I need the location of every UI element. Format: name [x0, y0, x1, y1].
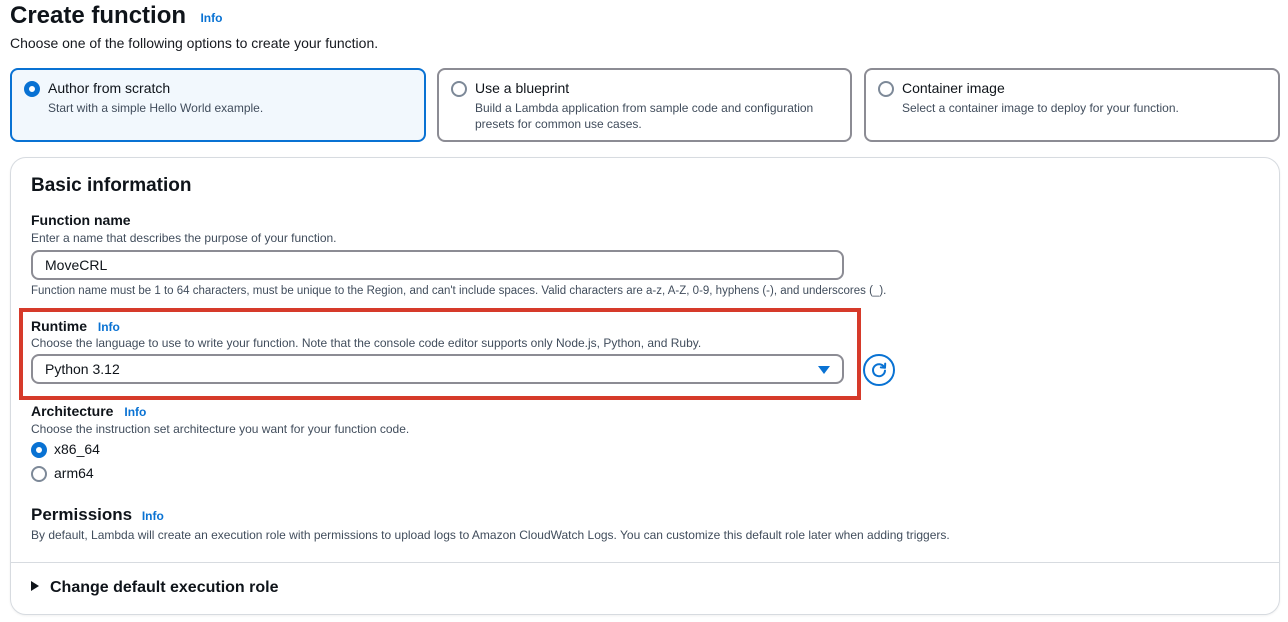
option-description: Select a container image to deploy for your function. — [902, 101, 1179, 115]
architecture-description: Choose the instruction set architecture you want for your function code. — [31, 422, 410, 436]
function-name-label: Function name — [31, 212, 131, 228]
option-author-from-scratch[interactable] — [10, 68, 426, 142]
runtime-label — [31, 318, 120, 334]
page-title: Create function — [10, 2, 187, 29]
option-description: Build a Lambda application from sample code and configuration presets for common use cases. — [475, 101, 814, 131]
page-header — [10, 2, 222, 30]
function-name-description: Enter a name that describes the purpose of your function. — [31, 231, 337, 245]
arm64-radio[interactable] — [31, 466, 47, 482]
runtime-selected-value: Python 3.12 — [45, 361, 120, 377]
basic-information-heading: Basic information — [31, 175, 192, 196]
architecture-info-link[interactable]: Info — [124, 405, 147, 419]
divider — [11, 562, 1279, 563]
change-default-execution-role-expander[interactable] — [31, 579, 278, 597]
option-title: Use a blueprint — [475, 80, 570, 96]
permissions-description: By default, Lambda will create an execution role with permissions to upload logs to Amazon CloudWatch Logs. You can customize this default role later when adding triggers. — [31, 528, 950, 542]
runtime-select[interactable] — [31, 354, 844, 384]
function-name-input[interactable]: MoveCRL — [31, 250, 844, 280]
caret-right-icon — [31, 581, 39, 591]
option-use-a-blueprint[interactable] — [437, 68, 852, 142]
option-description: Start with a simple Hello World example. — [48, 101, 264, 115]
runtime-info-link[interactable]: Info — [97, 320, 120, 334]
x86-64-radio[interactable] — [31, 442, 47, 458]
runtime-label-text: Runtime — [31, 318, 87, 334]
runtime-description: Choose the language to use to write your function. Note that the console code editor supports only Node.js, Python, and Ruby. — [31, 336, 702, 350]
option-title: Author from scratch — [48, 80, 171, 96]
option-title: Container image — [902, 80, 1005, 96]
permissions-label-text: Permissions — [31, 505, 133, 524]
title-info-link[interactable]: Info — [200, 11, 223, 25]
use-a-blueprint-radio[interactable] — [451, 81, 467, 97]
architecture-option-label: x86_64 — [54, 441, 100, 457]
function-name-constraint: Function name must be 1 to 64 characters, must be unique to the Region, and can't include spaces. Valid characters are a-z, A-Z, 0-9, hyphens (-), and underscores (_). — [31, 285, 887, 297]
basic-information-panel — [10, 157, 1280, 615]
refresh-icon — [870, 361, 888, 379]
page-description: Choose one of the following options to create your function. — [10, 35, 379, 51]
architecture-label — [31, 403, 146, 419]
refresh-runtime-button[interactable] — [863, 354, 895, 386]
caret-down-icon — [818, 366, 830, 374]
container-image-radio[interactable] — [878, 81, 894, 97]
permissions-info-link[interactable]: Info — [141, 509, 164, 523]
option-container-image[interactable] — [864, 68, 1280, 142]
architecture-label-text: Architecture — [31, 403, 114, 419]
permissions-heading — [31, 505, 164, 525]
architecture-option-label: arm64 — [54, 465, 94, 481]
author-from-scratch-radio[interactable] — [24, 81, 40, 97]
expander-label: Change default execution role — [50, 579, 279, 596]
